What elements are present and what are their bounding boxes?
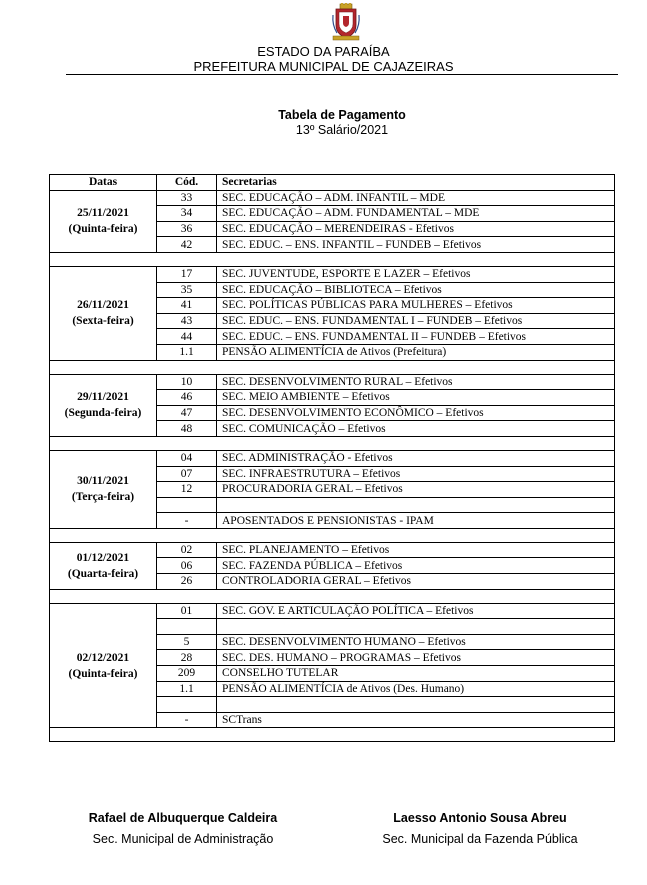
separator-cell <box>50 252 615 266</box>
department-code: 48 <box>157 421 217 437</box>
department-name: PENSÃO ALIMENTÍCIA de Ativos (Des. Humano) <box>217 681 615 697</box>
department-code: 07 <box>157 466 217 482</box>
department-code: 36 <box>157 221 217 237</box>
department-name <box>217 697 615 713</box>
table-row <box>50 542 615 558</box>
department-name: SEC. ADMINISTRAÇÃO - Efetivos <box>217 450 615 466</box>
department-name: SEC. DESENVOLVIMENTO ECONÔMICO – Efetivos <box>217 405 615 421</box>
separator-cell <box>50 528 615 542</box>
table-row <box>50 374 615 390</box>
department-code: 02 <box>157 542 217 558</box>
payment-weekday: (Quinta-feira) <box>68 667 138 680</box>
payment-date-cell <box>50 542 157 589</box>
department-name <box>217 497 615 513</box>
department-code: 17 <box>157 266 217 282</box>
department-name: SEC. GOV. E ARTICULAÇÃO POLÍTICA – Efetivos <box>217 603 615 619</box>
group-separator-row <box>50 728 615 742</box>
table-row <box>50 266 615 282</box>
table-header-row <box>50 175 615 191</box>
department-name: SEC. INFRAESTRUTURA – Efetivos <box>217 466 615 482</box>
municipality-name: PREFEITURA MUNICIPAL DE CAJAZEIRAS <box>193 59 454 74</box>
payment-weekday: (Quinta-feira) <box>68 223 138 236</box>
payment-weekday: (Sexta-feira) <box>72 315 134 328</box>
department-code: 5 <box>157 634 217 650</box>
department-name: SEC. COMUNICAÇÃO – Efetivos <box>217 421 615 437</box>
column-header-code: Cód. <box>157 175 217 191</box>
department-code: 28 <box>157 650 217 666</box>
table-row <box>50 603 615 619</box>
department-code: 04 <box>157 450 217 466</box>
department-name: SEC. MEIO AMBIENTE – Efetivos <box>217 390 615 406</box>
department-code: 26 <box>157 574 217 590</box>
department-code <box>157 697 217 713</box>
signatory-role: Sec. Municipal da Fazenda Pública <box>382 832 578 846</box>
department-code <box>157 497 217 513</box>
municipal-coat-of-arms-icon <box>331 3 361 41</box>
signature-block-administration <box>53 811 313 846</box>
department-name <box>217 619 615 635</box>
department-name: SEC. POLÍTICAS PÚBLICAS PARA MULHERES – Efetivos <box>217 298 615 314</box>
department-code: 41 <box>157 298 217 314</box>
payment-date-cell <box>50 603 157 728</box>
department-code: 10 <box>157 374 217 390</box>
column-header-dates: Datas <box>50 175 157 191</box>
department-name: SEC. EDUCAÇÃO – BIBLIOTECA – Efetivos <box>217 282 615 298</box>
department-code <box>157 619 217 635</box>
payment-date-cell <box>50 190 157 252</box>
signatory-name: Laesso Antonio Sousa Abreu <box>393 811 567 825</box>
document-title: Tabela de Pagamento <box>278 108 406 122</box>
payment-weekday: (Quarta-feira) <box>67 567 139 580</box>
department-code: 06 <box>157 558 217 574</box>
state-name: ESTADO DA PARAÍBA <box>257 44 390 59</box>
payment-date: 01/12/2021 <box>76 551 130 564</box>
department-name: CONSELHO TUTELAR <box>217 666 615 682</box>
department-code: 47 <box>157 405 217 421</box>
payment-date: 02/12/2021 <box>76 651 130 664</box>
group-separator-row <box>50 360 615 374</box>
department-code: 35 <box>157 282 217 298</box>
department-name: SEC. EDUCAÇÃO – ADM. INFANTIL – MDE <box>217 190 615 206</box>
department-code: 43 <box>157 313 217 329</box>
separator-cell <box>50 728 615 742</box>
column-header-departments: Secretarias <box>217 175 615 191</box>
table-row <box>50 190 615 206</box>
department-name: SEC. DESENVOLVIMENTO HUMANO – Efetivos <box>217 634 615 650</box>
department-code: 12 <box>157 482 217 498</box>
separator-cell <box>50 360 615 374</box>
separator-cell <box>50 589 615 603</box>
department-name: PROCURADORIA GERAL – Efetivos <box>217 482 615 498</box>
payment-date: 25/11/2021 <box>77 207 129 220</box>
table-row <box>50 450 615 466</box>
group-separator-row <box>50 589 615 603</box>
group-separator-row <box>50 436 615 450</box>
department-name: SEC. DESENVOLVIMENTO RURAL – Efetivos <box>217 374 615 390</box>
payment-date-cell <box>50 374 157 436</box>
department-code: 209 <box>157 666 217 682</box>
department-code: - <box>157 513 217 529</box>
department-name: CONTROLADORIA GERAL – Efetivos <box>217 574 615 590</box>
payment-date: 29/11/2021 <box>77 391 129 404</box>
signatory-role: Sec. Municipal de Administração <box>92 832 274 846</box>
payment-table <box>49 174 615 742</box>
payment-weekday: (Terça-feira) <box>71 491 135 504</box>
header-divider <box>66 74 618 75</box>
department-name: SEC. EDUCAÇÃO – ADM. FUNDAMENTAL – MDE <box>217 206 615 222</box>
department-name: APOSENTADOS E PENSIONISTAS - IPAM <box>217 513 615 529</box>
department-code: 33 <box>157 190 217 206</box>
separator-cell <box>50 436 615 450</box>
department-code: 1.1 <box>157 681 217 697</box>
signature-block-finance <box>350 811 610 846</box>
department-name: SEC. DES. HUMANO – PROGRAMAS – Efetivos <box>217 650 615 666</box>
department-name: SEC. PLANEJAMENTO – Efetivos <box>217 542 615 558</box>
department-name: SEC. FAZENDA PÚBLICA – Efetivos <box>217 558 615 574</box>
department-code: 34 <box>157 206 217 222</box>
department-code: 01 <box>157 603 217 619</box>
department-name: PENSÃO ALIMENTÍCIA de Ativos (Prefeitura) <box>217 344 615 360</box>
group-separator-row <box>50 528 615 542</box>
department-name: SEC. EDUCAÇÃO – MERENDEIRAS - Efetivos <box>217 221 615 237</box>
department-code: 42 <box>157 237 217 253</box>
department-code: - <box>157 712 217 728</box>
department-code: 44 <box>157 329 217 345</box>
document-subtitle: 13º Salário/2021 <box>295 123 389 137</box>
payment-date-cell <box>50 450 157 528</box>
signatory-name: Rafael de Albuquerque Caldeira <box>88 811 278 825</box>
department-code: 1.1 <box>157 344 217 360</box>
department-name: SEC. EDUC. – ENS. FUNDAMENTAL I – FUNDEB – Efetivos <box>217 313 615 329</box>
department-code: 46 <box>157 390 217 406</box>
group-separator-row <box>50 252 615 266</box>
department-name: SEC. JUVENTUDE, ESPORTE E LAZER – Efetivos <box>217 266 615 282</box>
department-name: SEC. EDUC. – ENS. FUNDAMENTAL II – FUNDEB – Efetivos <box>217 329 615 345</box>
department-name: SCTrans <box>217 712 615 728</box>
payment-date: 30/11/2021 <box>77 475 129 488</box>
payment-date: 26/11/2021 <box>77 299 129 312</box>
payment-date-cell <box>50 266 157 360</box>
department-name: SEC. EDUC. – ENS. INFANTIL – FUNDEB – Efetivos <box>217 237 615 253</box>
payment-weekday: (Segunda-feira) <box>64 407 142 420</box>
